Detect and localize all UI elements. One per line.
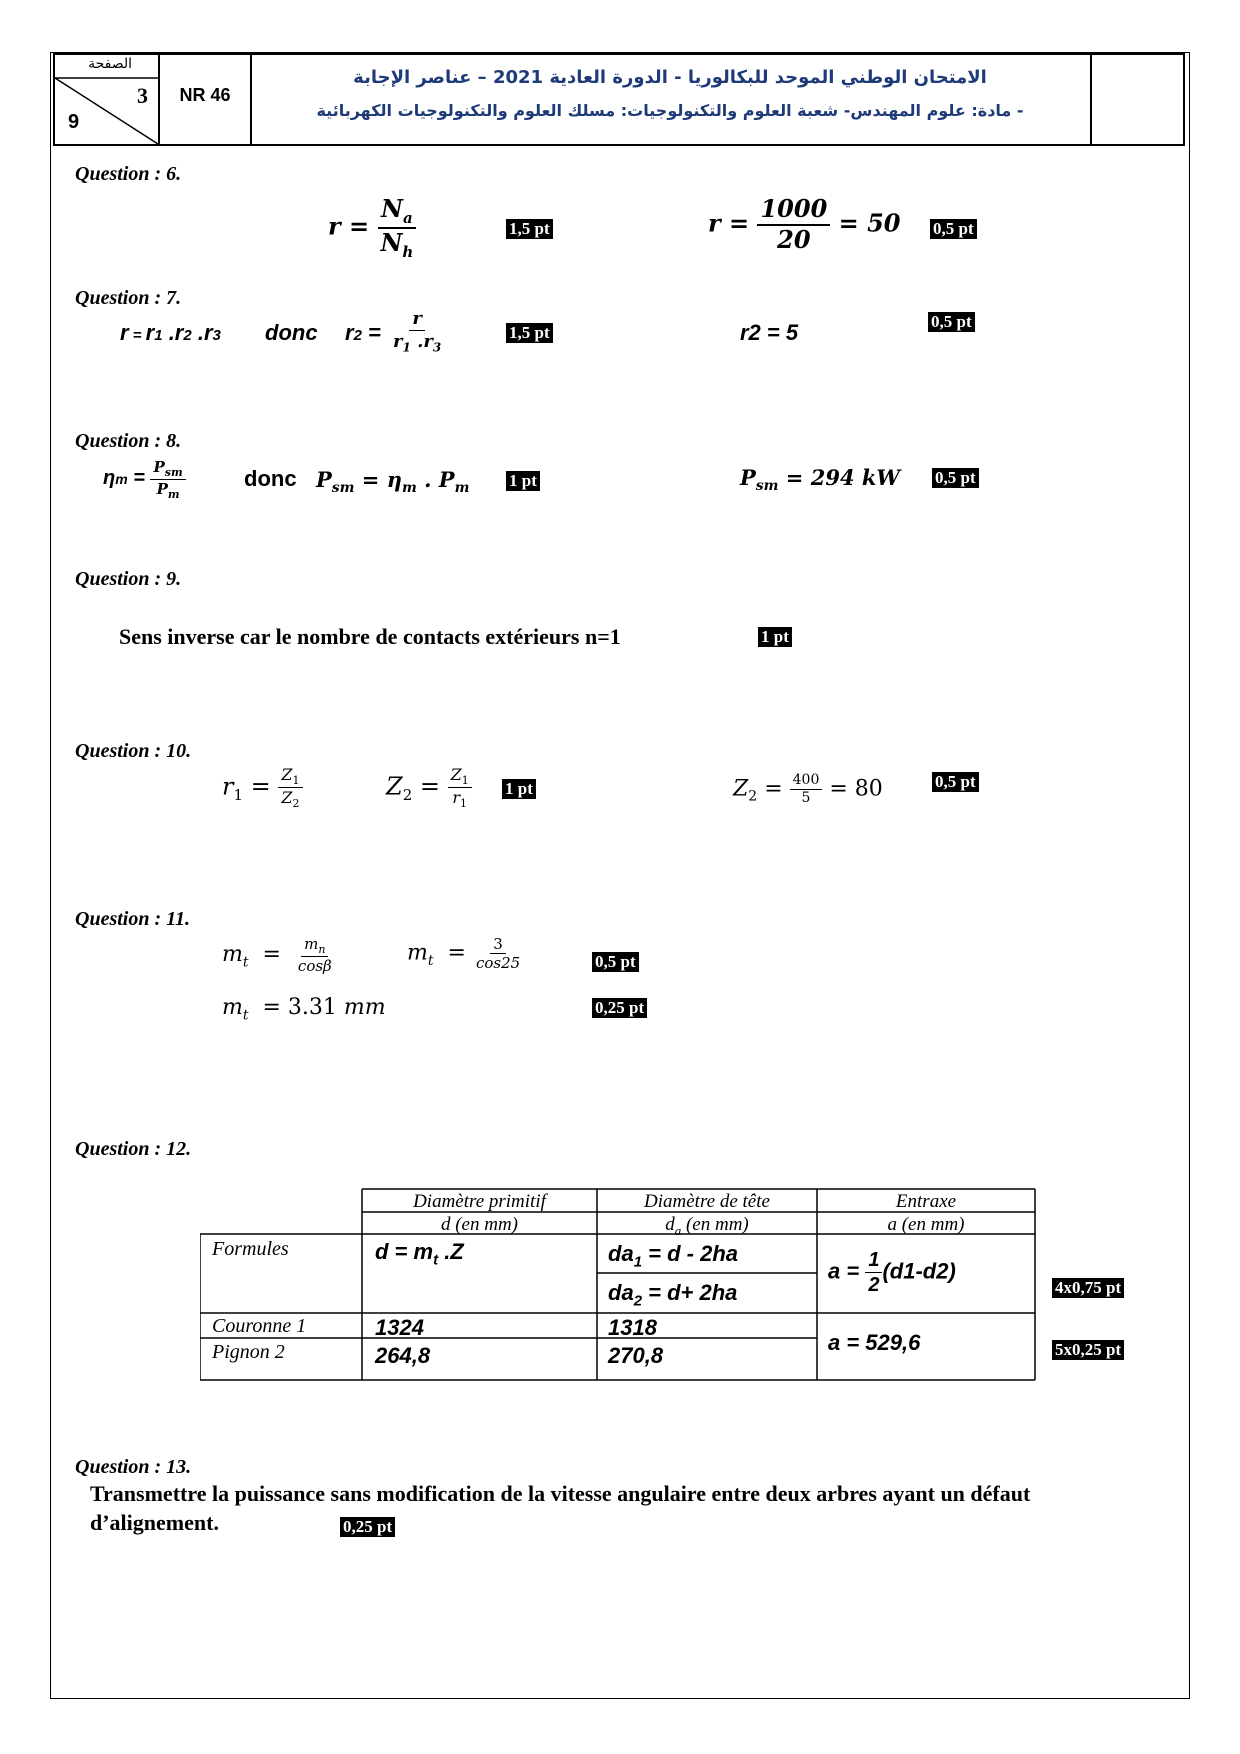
q7-points-1: 1,5 pt <box>506 323 553 343</box>
q7-fraction: $\frac{r}{r_1 .r_3}$ <box>393 308 442 355</box>
q6-points-2: 0,5 pt <box>930 219 977 239</box>
row2-label: Pignon 2 <box>212 1341 285 1363</box>
q13-answer-line-1: Transmettre la puissance sans modification de la vitesse angulaire entre deux arbres ayant un défaut <box>90 1481 1031 1506</box>
row2-da: 270,8 <box>608 1343 664 1368</box>
results-table <box>200 1188 1036 1381</box>
exam-code: NR 46 <box>179 85 231 105</box>
code-box <box>160 55 252 144</box>
q11-result: $m_t = 3.31$ mm <box>222 995 386 1024</box>
q11-formula: $m_t$ = $\frac{m_n}{\cos\beta}$ <box>222 935 332 976</box>
q9-answer: Sens inverse car le nombre de contacts extérieurs n=1 <box>119 624 621 649</box>
q7-result: r2 = 5 <box>740 320 799 345</box>
q8-donc: donc <box>244 466 297 491</box>
question-12-title: Question : 12. <box>75 1138 192 1160</box>
page-label: الصفحة <box>88 56 132 72</box>
q12-points-formulas: 4x0,75 pt <box>1052 1278 1124 1298</box>
q11-points-2: 0,25 pt <box>592 998 647 1018</box>
q7-donc: donc <box>265 320 318 345</box>
q6-result: r = $\frac{1000}{20}$ = 50 <box>708 194 901 254</box>
formula-da1: $da_1 = d - 2ha$ <box>608 1241 739 1271</box>
page-number: 3 <box>137 83 148 108</box>
q7-relation: r = r1 .r2 .r3 <box>120 320 221 345</box>
q7-points-2: 0,5 pt <box>928 312 975 332</box>
title-line-1: الامتحان الوطني الموحد للبكالوريا - الدورة العادية 2021 – عناصر الإجابة <box>353 67 987 88</box>
title-box <box>252 55 1092 144</box>
page-frame <box>50 52 1190 1699</box>
question-7-title: Question : 7. <box>75 287 182 309</box>
q10-points-1: 1 pt <box>502 779 536 799</box>
q8-formula: $P_{sm} = \eta_m$ . $P_m$ <box>316 467 470 497</box>
row1-d: 1324 <box>375 1315 424 1340</box>
header-primitive: Diamètre primitif <box>413 1191 546 1212</box>
q13-answer-line-2: d’alignement. <box>90 1510 219 1535</box>
entraxe-value: a = 529,6 <box>828 1330 921 1355</box>
q9-points-1: 1 pt <box>758 627 792 647</box>
header-head-unit: $d_a$ (en mm) <box>665 1214 749 1238</box>
q10-result: $Z_2$ = $\frac{400}{5}$ = 80 <box>733 772 883 806</box>
formula-entraxe: a = $\frac{1}{2}$ (d1-d2) <box>828 1249 956 1296</box>
row2-d: 264,8 <box>375 1343 431 1368</box>
exam-header <box>53 53 1185 146</box>
q6-points-1: 1,5 pt <box>506 219 553 239</box>
header-entraxe-unit: a (en mm) <box>887 1214 965 1235</box>
question-11-title: Question : 11. <box>75 908 191 930</box>
question-9-title: Question : 9. <box>75 568 182 590</box>
q10-ratio: $r_1$ = $\frac{Z_1}{Z_2}$ <box>222 765 303 811</box>
q10-z2-formula: $Z_2$ = $\frac{Z_1}{r_1}$ <box>386 765 472 811</box>
q11-points-1: 0,5 pt <box>592 952 639 972</box>
page-number-box <box>55 55 160 144</box>
q11-substitution: $m_t$ = $\frac{3}{\cos 25}$ <box>407 935 521 972</box>
header-primitive-unit: d (en mm) <box>440 1214 519 1235</box>
q13-points-1: 0,25 pt <box>340 1517 395 1537</box>
header-head: Diamètre de tête <box>644 1191 770 1212</box>
row1-da: 1318 <box>608 1315 657 1340</box>
q12-points-values: 5x0,25 pt <box>1052 1340 1124 1360</box>
formula-da2: $da_2 = d+ 2ha$ <box>608 1280 738 1310</box>
page-total: 9 <box>68 111 80 133</box>
header-entraxe: Entraxe <box>895 1191 957 1212</box>
q10-points-2: 0,5 pt <box>932 772 979 792</box>
q8-points-1: 1 pt <box>506 471 540 491</box>
q6-formula: r = $\frac{N_a}{N_h}$ <box>328 195 416 261</box>
q8-points-2: 0,5 pt <box>932 468 979 488</box>
title-line-2: - مادة: علوم المهندس- شعبة العلوم والتكنولوجيات: مسلك العلوم والتكنولوجيات الكهربائية <box>316 101 1024 120</box>
question-10-title: Question : 10. <box>75 740 192 762</box>
question-6-title: Question : 6. <box>75 163 182 185</box>
q8-result: $P_{sm} = 294$ kW <box>740 465 900 495</box>
q7-r2-label: r2 = <box>345 320 381 345</box>
question-8-title: Question : 8. <box>75 430 182 452</box>
q8-efficiency: ηm = $\frac{P_{sm}}{P_m}$ <box>103 458 186 501</box>
row1-label: Couronne 1 <box>212 1315 307 1337</box>
row-formulas-label: Formules <box>212 1238 289 1260</box>
question-13-title: Question : 13. <box>75 1456 192 1478</box>
formula-d: $d = m_t$ .Z <box>375 1239 464 1269</box>
